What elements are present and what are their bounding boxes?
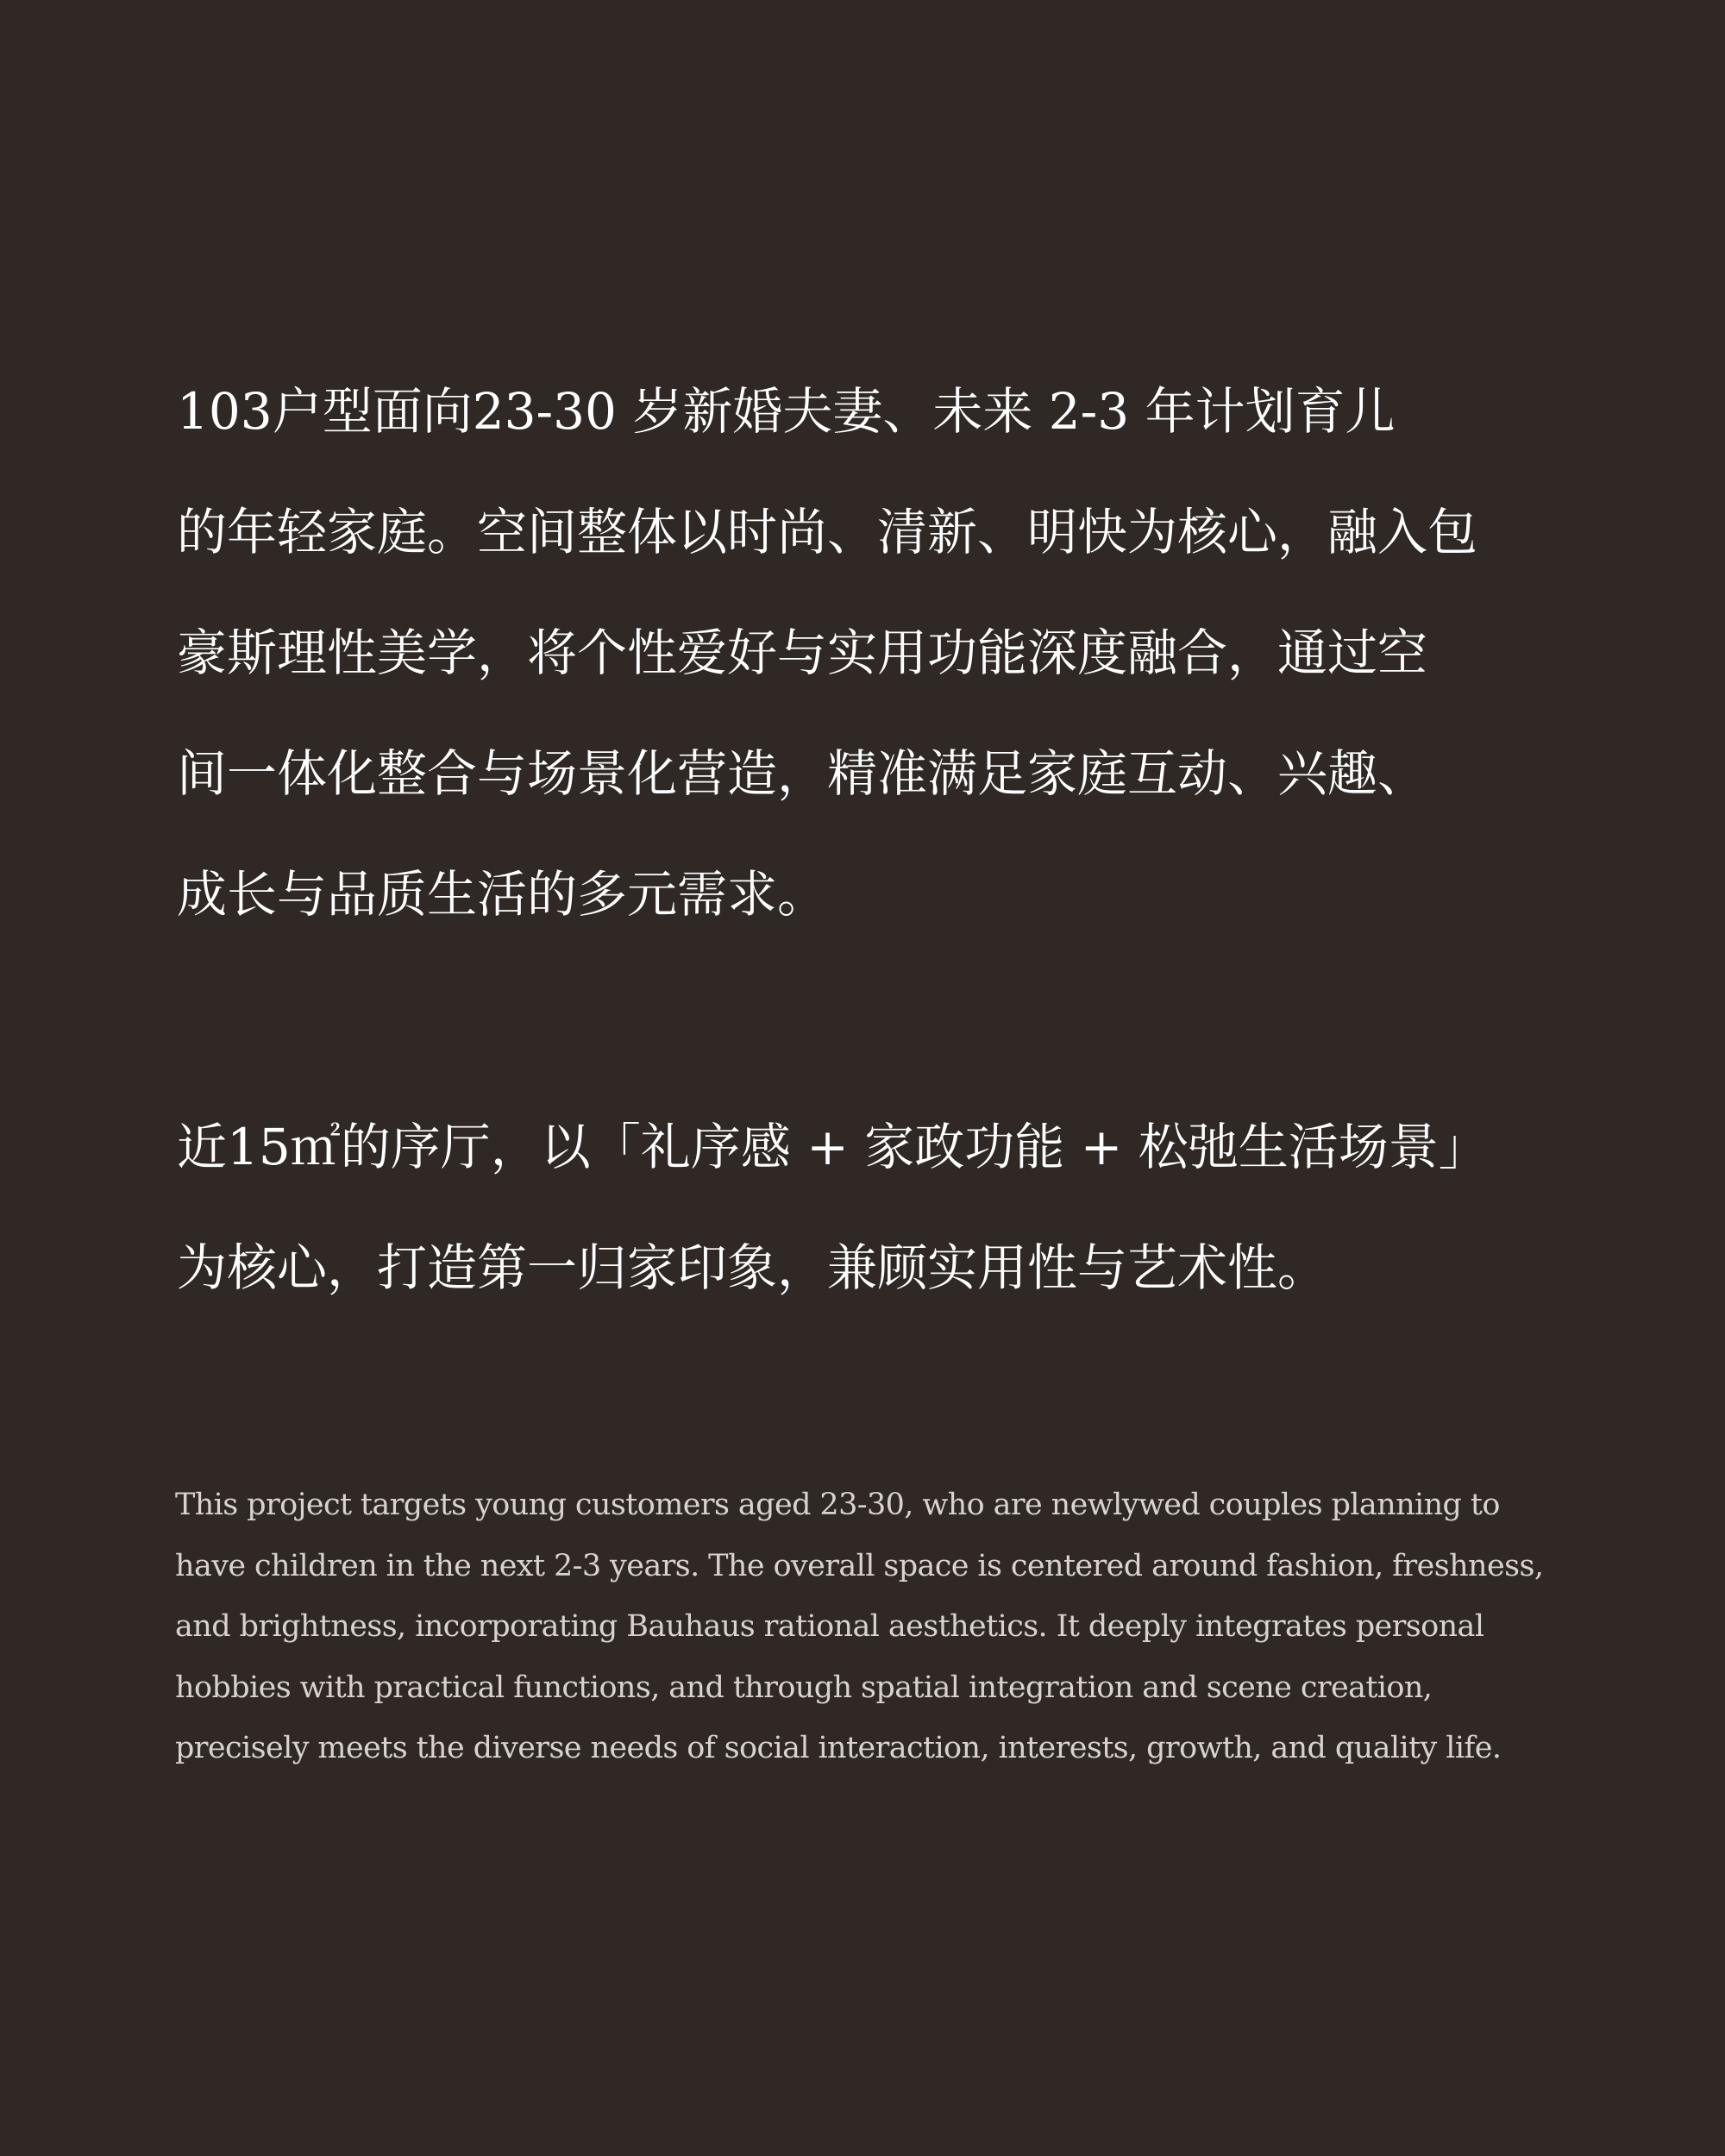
- foyer-paragraph-chinese: [177, 1108, 1557, 1350]
- text-line: 豪斯理性美学，将个性爱好与实用功能深度融合，通过空: [177, 624, 1428, 682]
- text-line: 为核心，打造第一归家印象，兼顾实用性与艺术性。: [177, 1238, 1328, 1297]
- text-line: 近15㎡的序厅，以「礼序感 + 家政功能 + 松弛生活场景」: [177, 1118, 1489, 1176]
- text-line: This project targets young customers aged 23-30, who are newlywed couples planning to: [175, 1488, 1500, 1522]
- text-line: and brightness, incorporating Bauhaus rational aesthetics. It deeply integrates personal: [175, 1609, 1484, 1644]
- text-line: 成长与品质生活的多元需求。: [177, 865, 828, 924]
- text-line: 间一体化整合与场景化营造，精准满足家庭互动、兴趣、: [177, 744, 1428, 803]
- text-line: 的年轻家庭。空间整体以时尚、清新、明快为核心，融入包: [177, 503, 1478, 561]
- intro-paragraph-chinese: [177, 373, 1557, 976]
- text-line: have children in the next 2-3 years. The overall space is centered around fashion, freshness,: [175, 1548, 1544, 1583]
- text-line: 103户型面向23-30 岁新婚夫妻、未来 2-3 年计划育儿: [177, 382, 1396, 441]
- english-paragraph: [175, 1483, 1572, 1788]
- text-line: precisely meets the diverse needs of social interaction, interests, growth, and quality life.: [175, 1731, 1502, 1765]
- text-line: hobbies with practical functions, and through spatial integration and scene creation,: [175, 1670, 1433, 1705]
